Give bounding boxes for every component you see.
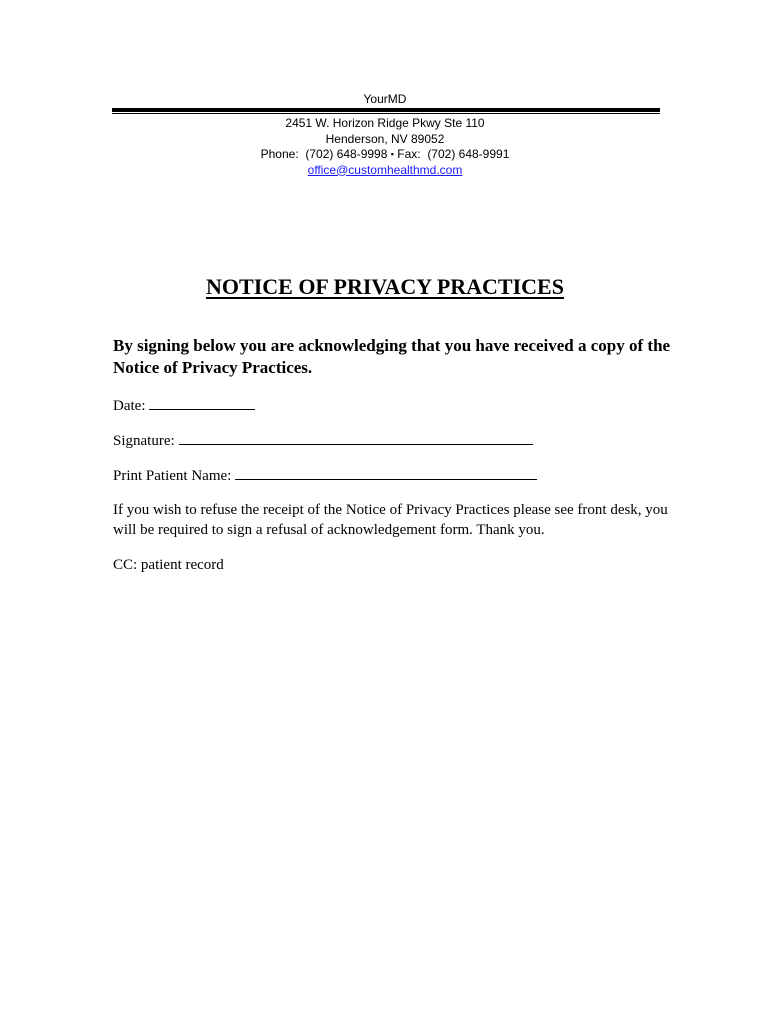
fax-number: (702) 648-9991 (427, 147, 510, 161)
print-name-label: Print Patient Name: (113, 468, 232, 484)
address-block (0, 116, 770, 178)
date-label: Date: (113, 398, 146, 414)
header-rule-thin (112, 113, 660, 114)
print-name-field[interactable] (235, 465, 537, 480)
signature-label: Signature: (113, 433, 175, 449)
email-link[interactable]: office@customhealthmd.com (307, 162, 463, 177)
bullet-separator: ▪ (390, 149, 394, 159)
address-line-2: Henderson, NV 89052 (325, 131, 445, 146)
contact-line (0, 147, 770, 163)
document-title: NOTICE OF PRIVACY PRACTICES (206, 274, 564, 299)
address-line-1: 2451 W. Horizon Ridge Pkwy Ste 110 (285, 116, 485, 130)
refusal-paragraph: If you wish to refuse the receipt of the Notice of Privacy Practices please see front desk, you will be required to sign a refusal of acknowledgement form. Thank you. (113, 502, 668, 538)
date-field[interactable] (149, 395, 255, 410)
signature-field-row (113, 430, 533, 451)
print-name-field-row (113, 465, 537, 486)
org-name: YourMD (363, 92, 407, 106)
fax-label: Fax: (397, 147, 421, 161)
signature-field[interactable] (179, 430, 533, 445)
acknowledgement-text: By signing below you are acknowledging that you have received a copy of the Notice of Privacy Practices. (113, 336, 671, 377)
phone-number: (702) 648-9998 (305, 147, 388, 161)
header-rule (112, 108, 660, 112)
cc-line: CC: patient record (113, 557, 224, 573)
phone-label: Phone: (260, 147, 299, 161)
date-field-row (113, 395, 255, 416)
